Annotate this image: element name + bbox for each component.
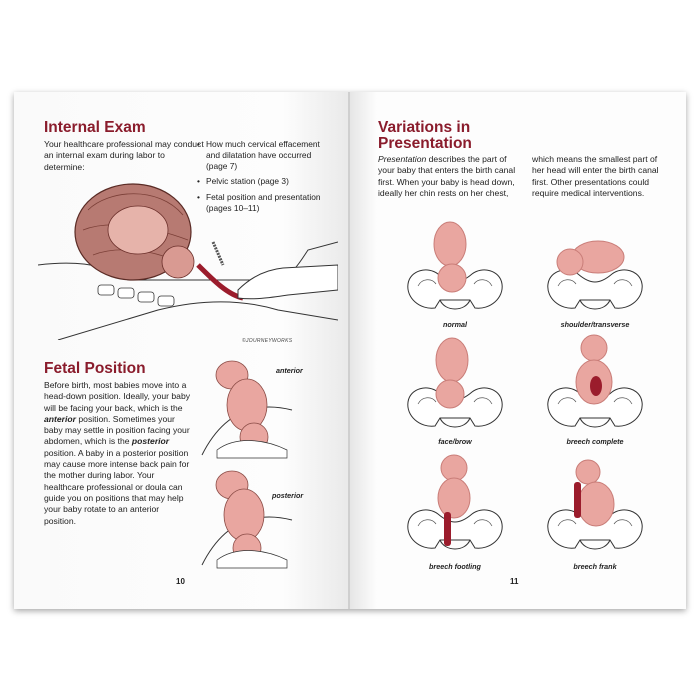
caption-breech-complete: breech complete bbox=[566, 437, 624, 446]
presentation-text-col2: which means the smallest part of her head will enter the birth canal first. Other presentations could require medical interventions. bbox=[532, 154, 659, 198]
page-number-left: 10 bbox=[176, 577, 185, 586]
internal-exam-title: Internal Exam bbox=[44, 119, 146, 136]
caption-breech-frank: breech frank bbox=[573, 562, 617, 571]
caption-face-brow: face/brow bbox=[438, 437, 472, 446]
caption-normal: normal bbox=[443, 320, 467, 329]
posterior-label: posterior bbox=[272, 491, 304, 500]
variations-title: Variations in Presentation bbox=[378, 119, 472, 152]
anterior-label: anterior bbox=[276, 366, 303, 375]
breech-complete-illustration bbox=[540, 330, 650, 435]
left-page bbox=[14, 92, 350, 609]
illustration-credit: ©JOURNEYWORKS bbox=[242, 338, 293, 344]
caption-shoulder-transverse: shoulder/transverse bbox=[560, 320, 630, 329]
fetal-position-title: Fetal Position bbox=[44, 360, 146, 377]
normal-presentation-illustration bbox=[400, 212, 510, 317]
presentation-text-col1: Presentation describes the part of your baby that enters the birth canal first. When your baby is head down, ideally her chin rests on her chest, bbox=[378, 154, 516, 198]
caption-breech-footling: breech footling bbox=[429, 562, 481, 571]
face-brow-illustration bbox=[400, 330, 510, 435]
right-page bbox=[350, 92, 686, 609]
shoulder-transverse-illustration bbox=[540, 212, 650, 317]
bullet-item: • Fetal position and presentation (pages 10–11) bbox=[197, 192, 329, 214]
booklet-spread bbox=[14, 92, 686, 609]
bullet-item: • Pelvic station (page 3) bbox=[197, 176, 329, 187]
internal-exam-illustration bbox=[38, 170, 338, 340]
posterior-position-illustration bbox=[192, 460, 312, 570]
breech-footling-illustration bbox=[400, 452, 510, 557]
fetal-position-text: Before birth, most babies move into a head-down position. Ideally, your baby will be facing your back, which is the anterior position. Sometimes your baby may settle in position facing your abdomen, which is the posterior position. A baby in a posterior position may cause more intense back pain for the mother during labor. Your healthcare professional or doula can guide you on positions that may help your baby rotate to an anterior position. bbox=[44, 380, 191, 526]
internal-exam-intro: Your healthcare professional may conduct an internal exam during labor to determine: bbox=[44, 139, 204, 172]
page-number-right: 11 bbox=[510, 577, 519, 586]
bullet-item: • How much cervical effacement and dilatation have occurred (page 7) bbox=[197, 139, 329, 171]
breech-frank-illustration bbox=[540, 452, 650, 557]
